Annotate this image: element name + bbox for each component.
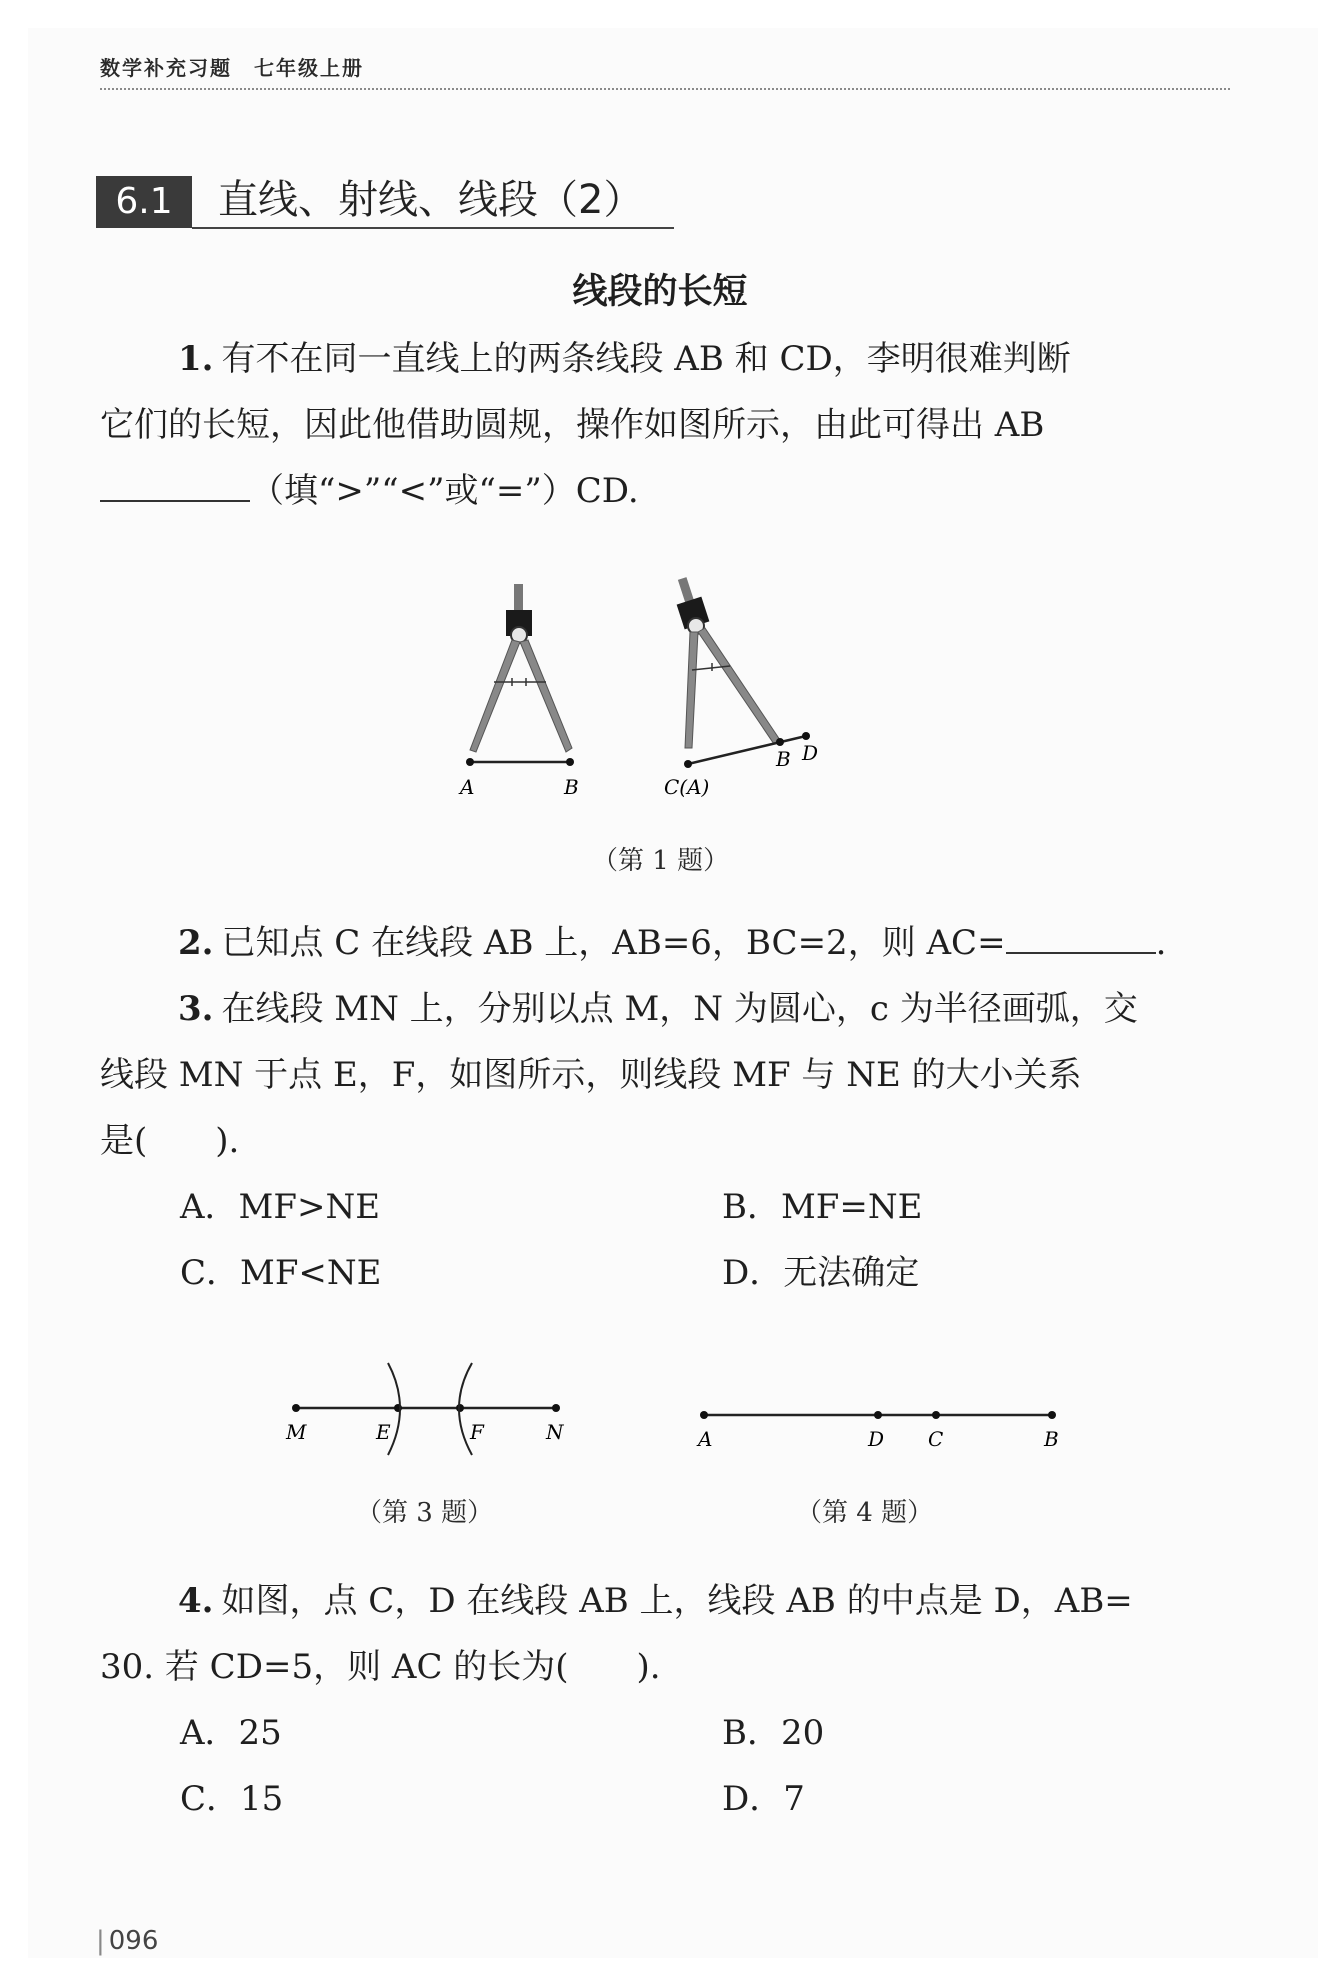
q2-text: 已知点 C 在线段 AB 上，AB=6，BC=2，则 AC= bbox=[221, 923, 1006, 963]
q1-figure bbox=[440, 570, 900, 810]
compass-right-leg-b bbox=[698, 628, 780, 744]
compass-right-leg-a bbox=[685, 632, 698, 748]
q3-option-a[interactable]: A．MF>NE bbox=[180, 1187, 381, 1227]
q2-line bbox=[100, 910, 1230, 976]
q2-answer-blank[interactable] bbox=[1006, 918, 1156, 954]
point-m bbox=[292, 1404, 300, 1412]
label-ca: C(A) bbox=[664, 775, 710, 799]
compass-left-leg-b bbox=[520, 640, 572, 752]
label-e: E bbox=[376, 1420, 391, 1444]
q4-text-1: 如图，点 C，D 在线段 AB 上，线段 AB 的中点是 D，AB= bbox=[221, 1581, 1133, 1621]
q1-text-3: （填“>”“<”或“=”）CD. bbox=[250, 471, 639, 511]
q3-option-c[interactable]: C．MF<NE bbox=[180, 1253, 382, 1293]
q4-option-c[interactable]: C．15 bbox=[180, 1779, 284, 1819]
q2-end: . bbox=[1155, 923, 1167, 963]
section-title-underline bbox=[192, 227, 674, 229]
q1-line-3 bbox=[100, 458, 1230, 524]
compass-left-leg-a bbox=[470, 640, 520, 752]
q1-line-1 bbox=[100, 326, 1230, 392]
point-c bbox=[684, 760, 692, 768]
q4-line-1 bbox=[100, 1568, 1230, 1634]
point-n bbox=[552, 1404, 560, 1412]
compass-right bbox=[664, 577, 818, 799]
point-a-q4 bbox=[700, 1411, 708, 1419]
q1-answer-blank[interactable] bbox=[100, 466, 250, 502]
q4-option-a[interactable]: A．25 bbox=[180, 1713, 282, 1753]
point-b-q4 bbox=[1048, 1411, 1056, 1419]
label-a: A bbox=[460, 775, 475, 799]
label-m: M bbox=[286, 1420, 307, 1444]
q4-number: 4. bbox=[178, 1581, 214, 1621]
label-a-q4: A bbox=[698, 1427, 713, 1451]
section-number: 6.1 bbox=[96, 176, 192, 228]
point-b-mark bbox=[776, 738, 784, 746]
q3-figure-caption: （第 3 题） bbox=[356, 1498, 494, 1528]
q4-option-b[interactable]: B．20 bbox=[722, 1713, 825, 1753]
q4-option-d[interactable]: D．7 bbox=[722, 1779, 805, 1819]
q4-figure-caption: （第 4 题） bbox=[796, 1498, 934, 1528]
q3-line-3: 是( ). bbox=[100, 1121, 240, 1161]
q3-option-d[interactable]: D．无法确定 bbox=[722, 1253, 920, 1293]
label-n: N bbox=[546, 1420, 564, 1444]
q4-figure bbox=[688, 1390, 1068, 1460]
q1-line-2: 它们的长短，因此他借助圆规，操作如图所示，由此可得出 AB bbox=[100, 405, 1045, 445]
q4-line-2: 30. 若 CD=5，则 AC 的长为( ). bbox=[100, 1647, 661, 1687]
q2-number: 2. bbox=[178, 923, 214, 963]
compass-left-handle bbox=[514, 584, 523, 614]
subsection-title: 线段的长短 bbox=[572, 272, 748, 312]
label-b2: B bbox=[776, 747, 791, 771]
q1-number: 1. bbox=[178, 339, 214, 379]
point-b bbox=[566, 758, 574, 766]
label-c-q4: C bbox=[928, 1427, 944, 1451]
page-number: | 096 bbox=[96, 1926, 158, 1956]
label-b: B bbox=[564, 775, 579, 799]
header-divider bbox=[100, 88, 1230, 90]
q3-line-1 bbox=[100, 976, 1230, 1042]
point-d bbox=[802, 732, 810, 740]
point-a bbox=[466, 758, 474, 766]
label-d: D bbox=[802, 741, 819, 765]
q3-text-1: 在线段 MN 上，分别以点 M，N 为圆心，c 为半径画弧，交 bbox=[221, 989, 1138, 1029]
q1-figure-caption: （第 1 题） bbox=[592, 846, 730, 876]
q3-option-b[interactable]: B．MF=NE bbox=[722, 1187, 923, 1227]
running-header: 数学补充习题 七年级上册 bbox=[100, 56, 364, 80]
label-f: F bbox=[470, 1420, 484, 1444]
point-d-q4 bbox=[874, 1411, 882, 1419]
q3-figure bbox=[280, 1355, 580, 1465]
compass-left bbox=[458, 584, 579, 799]
section-title: 直线、射线、线段（2） bbox=[218, 177, 644, 223]
q3-line-2: 线段 MN 于点 E，F，如图所示，则线段 MF 与 NE 的大小关系 bbox=[100, 1055, 1082, 1095]
label-d-q4: D bbox=[868, 1427, 885, 1451]
q1-text-1: 有不在同一直线上的两条线段 AB 和 CD，李明很难判断 bbox=[221, 339, 1071, 379]
point-c-q4 bbox=[932, 1411, 940, 1419]
label-b-q4: B bbox=[1044, 1427, 1059, 1451]
q3-number: 3. bbox=[178, 989, 214, 1029]
